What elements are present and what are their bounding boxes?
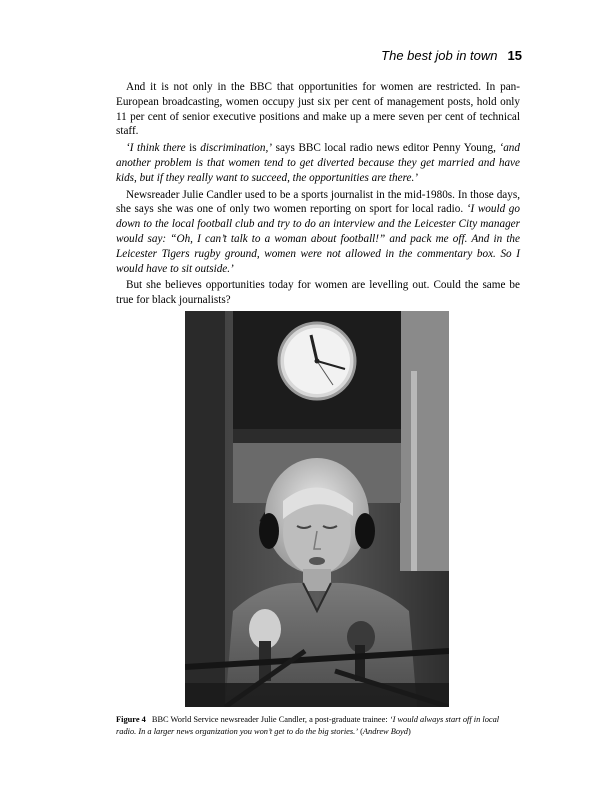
quote-emphasis: is	[189, 142, 197, 155]
quote-penny-young-b: ‘and another problem is that women tend to get diverted because they get married and have kids, but if they really want to succeed, the opportunities are there.’	[116, 142, 520, 184]
body-text	[116, 80, 520, 310]
figure-label: Figure 4	[116, 715, 146, 724]
running-head	[381, 48, 522, 63]
page-number: 15	[507, 48, 522, 63]
paragraph-3	[116, 188, 520, 277]
caption-text: BBC World Service newsreader Julie Candler, a post-graduate trainee:	[151, 715, 390, 724]
credit-close: )	[407, 727, 411, 736]
attribution-text: says BBC local radio news editor Penny Young,	[272, 142, 500, 155]
figure-photo	[185, 311, 449, 707]
photo-newsreader-studio	[185, 311, 449, 707]
paragraph-3-text: Newsreader Julie Candler used to be a sports journalist in the mid-1980s. In those days, she says she was one of only two women reporting on sport for local radio.	[116, 188, 520, 216]
paragraph-1: And it is not only in the BBC that opportunities for women are restricted. In pan-European broadcasting, women occupy just six per cent of management posts, hold only 11 per cent of senior executive positions and make up a mere seven per cent of technical staff.	[116, 81, 520, 138]
photo-credit: Andrew Boyd	[362, 727, 408, 736]
paragraph-2	[116, 141, 520, 185]
figure-caption	[116, 714, 520, 738]
paragraph-4: But she believes opportunities today for women are levelling out. Could the same be true for black journalists?	[116, 279, 520, 307]
caption-quote: ‘I would always start off in local radio. In a larger news organization you won’t get to do the big stories.’	[116, 715, 500, 736]
running-head-title: The best job in town	[381, 48, 498, 63]
quote-penny-young-a1: ‘I think there	[126, 142, 190, 155]
credit-open: (	[358, 727, 363, 736]
quote-julie-candler: ‘I would go down to the local football club and try to do an interview and the Leicester City manager would say: “Oh, I can’t talk to a woman about football!” and pack me off. And in the Leicester Tigers rugby ground, women were not allowed in the commentary box. So I would have to sit outside.’	[116, 203, 520, 275]
quote-penny-young-a2: discrimination,’	[196, 142, 273, 155]
